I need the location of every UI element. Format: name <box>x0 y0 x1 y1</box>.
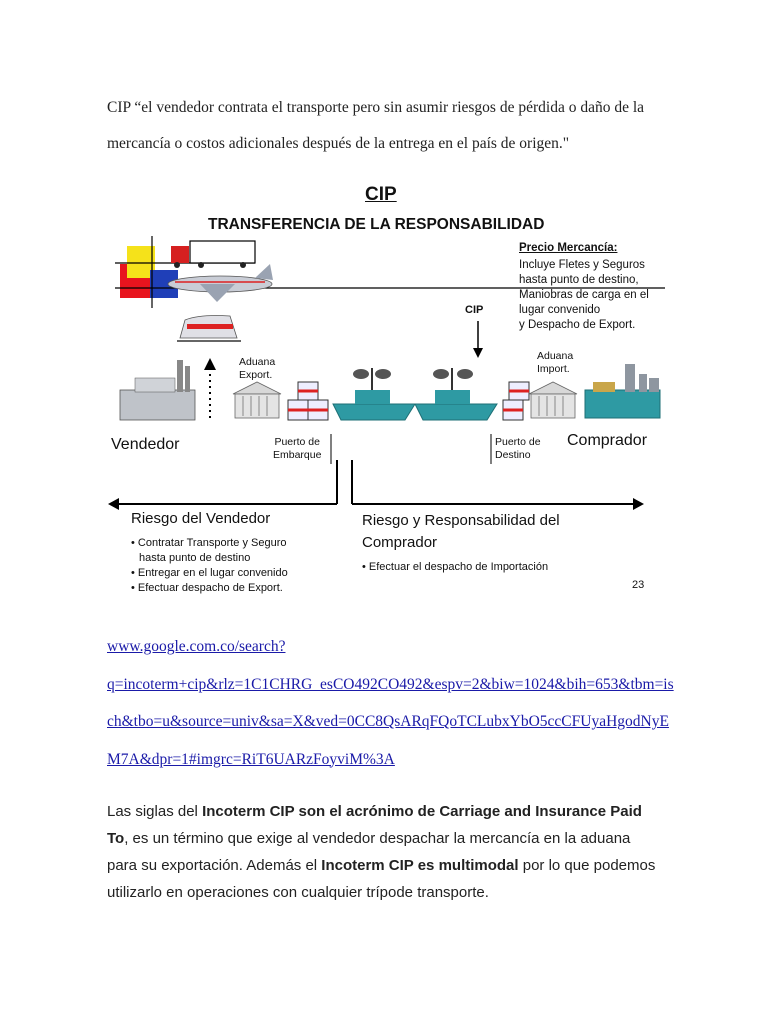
paragraph-text: por lo que podemos <box>518 857 656 874</box>
riesgo-vendedor-item: • Contratar Transporte y Seguro <box>131 537 287 549</box>
vendedor-label: Vendedor <box>111 436 180 453</box>
puerto-destino-line: Puerto de <box>495 436 541 448</box>
cargo-boxes-right-icon <box>503 382 529 420</box>
precio-line: lugar convenido <box>519 304 601 316</box>
diagram-title: CIP <box>365 184 397 205</box>
puerto-embarque-line: Embarque <box>273 449 322 461</box>
paragraph-text: , es un término que exige al vendedor despachar la mercancía en la aduana <box>124 830 631 847</box>
paragraph-bold-text: Incoterm CIP son el acrónimo de Carriage and Insurance Paid <box>202 803 642 820</box>
paragraph-text: Las siglas del <box>107 803 203 820</box>
precio-title: Precio Mercancía: <box>519 242 618 254</box>
ship-right-icon <box>415 368 497 420</box>
quote-line-2: mercancía o costos adicionales después de la entrega en el país de origen." <box>107 135 570 152</box>
paragraph-bold-text: Incoterm CIP es multimodal <box>321 857 519 874</box>
train-icon <box>177 316 241 342</box>
industrial-plant-icon <box>585 364 660 418</box>
puerto-embarque-label <box>273 436 321 462</box>
aduana-export-label <box>239 356 275 382</box>
aduana-export-line: Aduana <box>239 356 276 368</box>
riesgo-vendedor-item: • Entregar en el lugar convenido <box>131 567 288 579</box>
riesgo-comprador-item: • Efectuar el despacho de Importación <box>362 561 549 573</box>
precio-line: Incluye Fletes y Seguros <box>519 259 645 271</box>
ship-left-icon <box>333 368 415 420</box>
precio-line: Maniobras de carga en el <box>519 289 649 301</box>
paragraph-line-4: utilizarlo en operaciones con cualquier trípode transporte. <box>107 884 489 901</box>
paragraph-line-2 <box>107 825 662 852</box>
puerto-destino-line: Destino <box>495 449 531 461</box>
aduana-export-line: Export. <box>239 369 273 381</box>
source-link[interactable] <box>107 628 674 778</box>
slide-page-number: 23 <box>632 579 645 591</box>
source-link-line-2[interactable]: q=incoterm+cip&rlz=1C1CHRG_esCO492CO492&espv=2&biw=1024&bih=653&tbm=is <box>107 675 674 693</box>
source-link-line-1[interactable]: www.google.com.co/search? <box>107 638 286 655</box>
cip-diagram <box>105 178 665 600</box>
quote-line-1: CIP “el vendedor contrata el transporte pero sin asumir riesgos de pérdida o daño de la <box>107 99 645 116</box>
precio-description <box>519 258 649 333</box>
comprador-label: Comprador <box>567 432 648 449</box>
customs-import-icon <box>529 382 577 418</box>
riesgo-comprador-title-line: Riesgo y Responsabilidad del <box>362 512 560 529</box>
quote-paragraph <box>107 90 667 162</box>
paragraph-line-3 <box>107 852 662 879</box>
aduana-import-line: Aduana <box>537 350 574 362</box>
aduana-import-label <box>537 350 573 376</box>
factory-icon <box>120 360 195 420</box>
riesgo-comprador-title-line: Comprador <box>362 534 438 551</box>
truck-icon <box>171 241 255 268</box>
paragraph-text: para su exportación. Además el <box>107 857 322 874</box>
riesgo-vendedor-item: • Efectuar despacho de Export. <box>131 582 283 594</box>
cargo-boxes-left-icon <box>288 382 328 420</box>
puerto-destino-label <box>495 436 541 462</box>
riesgo-vendedor-item: hasta punto de destino <box>139 552 251 564</box>
source-link-line-3[interactable]: ch&tbo=u&source=univ&sa=X&ved=0CC8QsARqFQoTCLubxYbO5ccCFUyaHgodNyE <box>107 713 669 730</box>
diagram-subtitle: TRANSFERENCIA DE LA RESPONSABILIDAD <box>208 216 545 233</box>
paragraph-bold-text: To <box>107 830 125 847</box>
cip-marker-label: CIP <box>465 304 484 316</box>
paragraph-line-1 <box>107 798 662 825</box>
puerto-embarque-line: Puerto de <box>274 436 320 448</box>
incoterm-paragraph <box>107 798 662 906</box>
source-link-line-4[interactable]: M7A&dpr=1#imgrc=RiT6UARzFoyviM%3A <box>107 750 395 768</box>
airplane-icon <box>168 264 273 302</box>
customs-export-icon <box>233 382 281 418</box>
aduana-import-line: Import. <box>537 363 570 375</box>
riesgo-comprador-title <box>362 510 560 554</box>
precio-line: y Despacho de Export. <box>519 319 636 331</box>
riesgo-vendedor-title: Riesgo del Vendedor <box>131 510 271 527</box>
precio-line: hasta punto de destino, <box>519 274 639 286</box>
riesgo-vendedor-list <box>131 536 288 596</box>
